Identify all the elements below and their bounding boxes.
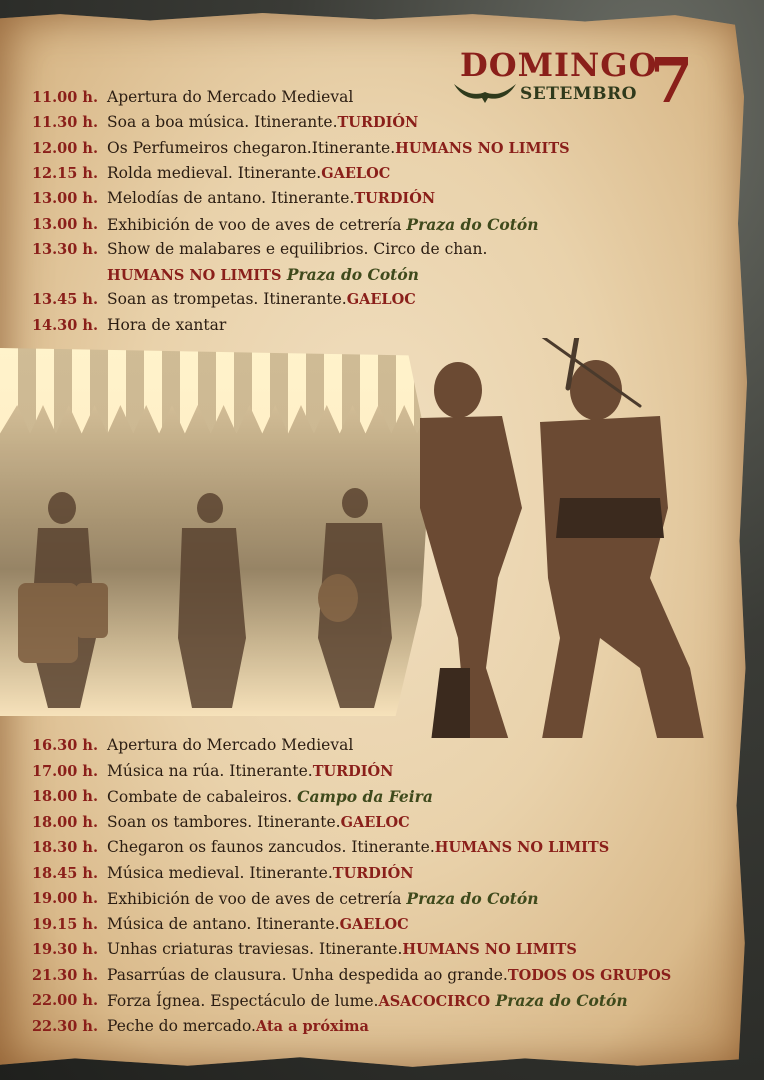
event-title: Melodías de antano. Itinerante.	[107, 189, 355, 208]
event-time: 18.30 h.	[31, 839, 98, 856]
event-title: Soan os tambores. Itinerante.	[107, 812, 341, 831]
event-title: Hora de xantar	[107, 315, 227, 334]
event-description	[107, 1014, 369, 1039]
festival-photo	[0, 338, 740, 738]
event-time: 22.30 h.	[31, 1017, 98, 1035]
performer-name: TURDIÓN	[354, 190, 436, 208]
venue-name: Praza do Cotón	[490, 991, 628, 1010]
event-description	[107, 784, 433, 810]
performer-name: GAELOC	[339, 915, 409, 933]
performer-name: HUMANS NO LIMITS	[402, 941, 577, 958]
event-time: 21.30 h.	[31, 966, 98, 984]
event-title: Peche do mercado.	[107, 1016, 256, 1035]
date-number: 7	[650, 44, 694, 117]
event-description	[107, 759, 393, 784]
performer-name: TODOS OS GRUPOS	[507, 966, 672, 984]
event-title: Chegaron os faunos zancudos. Itinerante.	[107, 838, 435, 856]
event-description	[107, 912, 409, 937]
performer-name: GAELOC	[321, 164, 391, 182]
event-time: 22.00 h.	[31, 992, 98, 1009]
event-title: Soa a boa música. Itinerante.	[107, 113, 338, 132]
event-title: Show de malabares e equilibrios. Circo de chan.	[107, 239, 488, 258]
event-time: 14.30 h.	[31, 316, 98, 334]
event-description	[107, 237, 487, 262]
event-title: Forza Ígnea. Espectáculo de lume.	[107, 992, 379, 1010]
event-description	[107, 212, 539, 238]
performer-name: ASACOCIRCO	[378, 993, 491, 1010]
event-description	[107, 937, 577, 962]
event-title: Apertura do Mercado Medieval	[107, 736, 354, 754]
event-title: Apertura do Mercado Medieval	[107, 88, 354, 106]
venue-name: Campo da Feira	[297, 787, 433, 806]
event-time: 13.00 h.	[31, 215, 98, 233]
event-time: 16.30 h.	[31, 737, 98, 754]
event-time: 19.00 h.	[31, 890, 98, 907]
event-description	[107, 110, 418, 135]
performer-name: GAELOC	[346, 291, 416, 309]
event-description	[107, 85, 353, 110]
event-title: Música na rúa. Itinerante.	[107, 761, 313, 780]
performer-name: HUMANS NO LIMITS	[434, 839, 610, 856]
event-time: 11.30 h.	[31, 114, 98, 132]
event-title: Combate de cabaleiros.	[107, 788, 298, 806]
event-time: 17.00 h.	[31, 762, 98, 780]
bird-icon	[452, 80, 518, 104]
event-title: Música medieval. Itinerante.	[107, 863, 333, 882]
event-time: 19.30 h.	[31, 941, 98, 958]
event-description	[107, 287, 416, 312]
performer-name: HUMANS NO LIMITS	[107, 267, 282, 285]
event-description	[107, 161, 390, 186]
month-label: SETEMBRO	[520, 84, 637, 104]
performer-name: TURDIÓN	[332, 864, 414, 882]
event-description	[107, 262, 419, 288]
date-header	[458, 46, 698, 116]
event-description	[107, 963, 671, 988]
event-time: 13.30 h.	[31, 240, 98, 258]
event-time: 12.15 h.	[31, 164, 98, 182]
event-description	[107, 988, 628, 1014]
event-title: Soan as trompetas. Itinerante.	[107, 290, 347, 309]
event-title: Pasarrúas de clausura. Unha despedida ao grande.	[107, 965, 508, 984]
event-time: 19.15 h.	[31, 915, 98, 933]
performer-name: GAELOC	[340, 813, 410, 831]
event-title: Rolda medieval. Itinerante.	[107, 163, 322, 182]
figures-illustration	[0, 338, 740, 738]
event-description	[107, 835, 609, 860]
event-description	[107, 313, 226, 338]
event-title: Os Perfumeiros chegaron.Itinerante.	[107, 138, 396, 157]
event-title: Exhibición de voo de aves de cetrería	[107, 215, 407, 234]
venue-name: Praza do Cotón	[406, 214, 539, 234]
event-time: 13.00 h.	[31, 190, 98, 208]
performer-name: Ata a próxima	[255, 1017, 369, 1035]
venue-name: Praza do Cotón	[406, 889, 539, 908]
performer-name: TURDIÓN	[312, 762, 394, 780]
event-time: 13.45 h.	[31, 291, 98, 309]
event-time: 18.00 h.	[31, 813, 98, 831]
event-title: Música de antano. Itinerante.	[107, 914, 340, 933]
event-time: 18.45 h.	[31, 864, 98, 882]
event-time: 18.00 h.	[31, 788, 98, 805]
event-time: 11.00 h.	[31, 89, 98, 106]
event-time: 12.00 h.	[31, 139, 98, 157]
event-description	[107, 136, 570, 161]
event-title: Unhas criaturas traviesas. Itinerante.	[107, 940, 403, 958]
event-title: Exhibición de voo de aves de cetrería	[107, 890, 407, 908]
event-description	[107, 886, 539, 912]
day-label: DOMINGO	[460, 46, 658, 84]
event-description	[107, 810, 410, 835]
performer-name: TURDIÓN	[337, 114, 419, 132]
venue-name: Praza do Cotón	[281, 265, 419, 285]
event-description	[107, 186, 435, 211]
event-description	[107, 861, 414, 886]
performer-name: HUMANS NO LIMITS	[395, 139, 570, 157]
event-description	[107, 733, 353, 758]
